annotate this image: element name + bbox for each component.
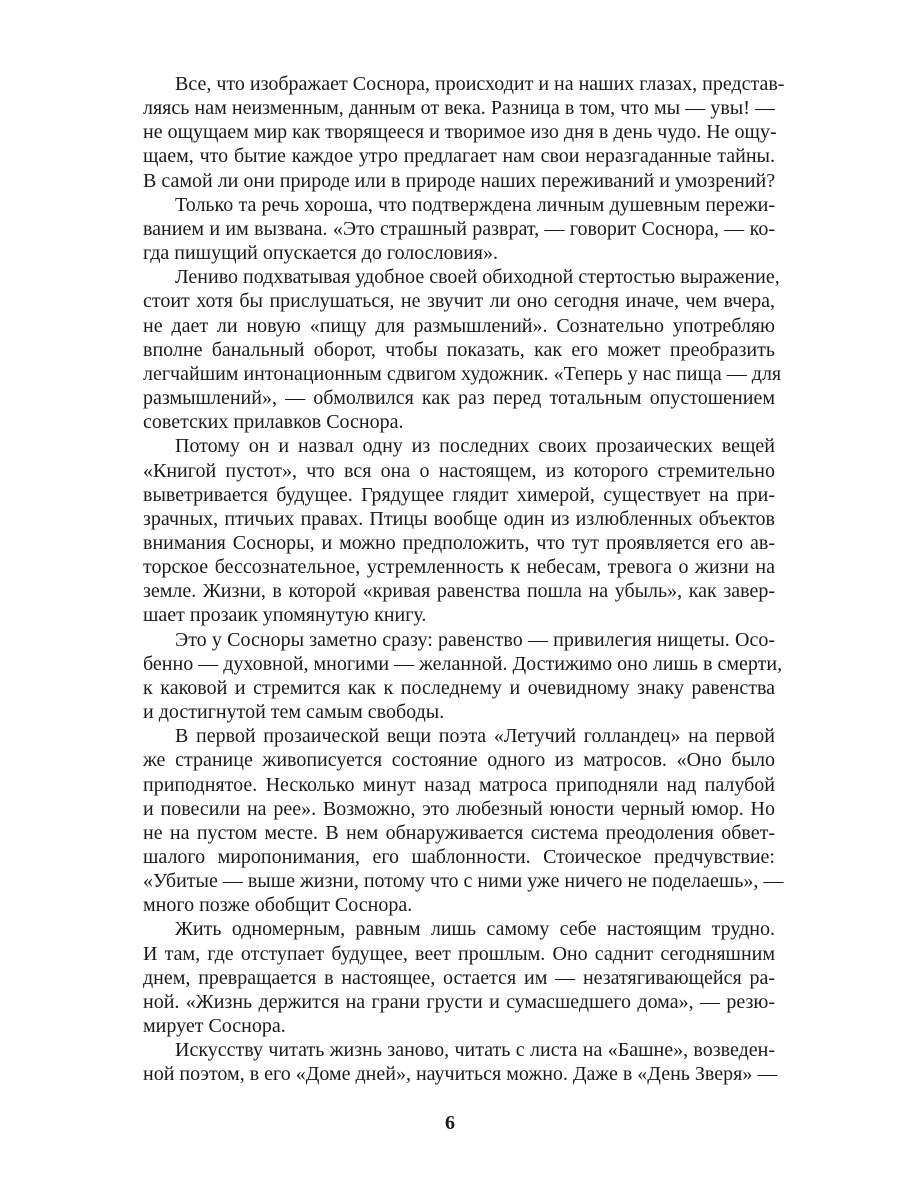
text-line: шает прозаик упомянутую книгу. bbox=[143, 604, 427, 627]
text-line: щаем, что бытие каждое утро предлагает нам свои неразгаданные тайны. bbox=[143, 145, 775, 168]
text-line: «Книгой пустот», что вся она о настоящем, из которого стремительно bbox=[143, 459, 775, 482]
text-line: ванием и им вызвана. «Это страшный разврат, — говорит Соснора, — ко- bbox=[143, 217, 775, 240]
text-line: легчайшим интонационным сдвигом художник. «Теперь у нас пища — для bbox=[143, 362, 782, 385]
text-line: ной поэтом, в его «Доме дней», научиться можно. Даже в «День Зверя» — bbox=[143, 1063, 778, 1086]
body-text bbox=[143, 72, 785, 1087]
text-line: стоит хотя бы прислушаться, не звучит ли оно сегодня иначе, чем вчера, bbox=[143, 290, 775, 313]
text-line: зрачных, птичьих правах. Птицы вообще один из излюбленных объектов bbox=[143, 507, 775, 530]
paragraph bbox=[143, 434, 775, 627]
text-line: шалого миропонимания, его шаблонности. Стоическое предчувствие: bbox=[143, 846, 775, 868]
text-line: вполне банальный оборот, чтобы показать, как его может преобразить bbox=[143, 338, 775, 361]
paragraph bbox=[143, 72, 785, 193]
text-line: Все, что изображает Соснора, происходит и на наших глазах, представ- bbox=[175, 73, 785, 95]
paragraph bbox=[143, 1038, 778, 1086]
text-line: гда пишущий опускается до голословия». bbox=[143, 242, 498, 265]
text-line: торское бессознательное, устремленность к небесам, тревога о жизни на bbox=[143, 556, 775, 579]
text-line: ляясь нам неизменным, данным от века. Разница в том, что мы — увы! — bbox=[143, 97, 775, 120]
text-line: выветривается будущее. Грядущее глядит химерой, существует на при- bbox=[143, 483, 775, 506]
text-line: внимания Сосноры, и можно предположить, что тут проявляется его ав- bbox=[143, 531, 775, 554]
text-line: В первой прозаической вещи поэта «Летучий голландец» на первой bbox=[175, 725, 775, 748]
text-line: Лениво подхватывая удобное своей обиходной стертостью выражение, bbox=[175, 266, 780, 289]
text-line: земле. Жизни, в которой «кривая равенства пошла на убыль», как завер- bbox=[143, 580, 775, 603]
text-line: мирует Соснора. bbox=[143, 1015, 286, 1038]
text-line: И там, где отступает будущее, веет прошлым. Оно саднит сегодняшним bbox=[143, 942, 775, 965]
text-line: к каковой и стремится как к последнему и очевидному знаку равенства bbox=[143, 676, 775, 699]
text-line: Жить одномерным, равным лишь самому себе настоящим трудно. bbox=[175, 918, 775, 941]
text-line: советских прилавков Соснора. bbox=[143, 411, 404, 434]
text-line: не дает ли новую «пищу для размышлений». Сознательно употребляю bbox=[143, 314, 775, 337]
paragraph bbox=[143, 628, 783, 725]
text-line: же странице живописуется состояние одного из матросов. «Оно было bbox=[143, 749, 775, 772]
text-line: Это у Сосноры заметно сразу: равенство — привилегия нищеты. Осо- bbox=[175, 628, 775, 651]
text-line: ной. «Жизнь держится на грани грусти и сумасшедшего дома», — резю- bbox=[143, 990, 775, 1013]
text-line: днем, превращается в настоящее, остается им — незатягивающейся ра- bbox=[143, 966, 775, 989]
text-line: бенно — духовной, многими — желанной. Достижимо оно лишь в смерти, bbox=[143, 652, 783, 675]
paragraph bbox=[143, 724, 784, 917]
page-number: 6 bbox=[445, 1112, 455, 1134]
text-line: приподнятое. Несколько минут назад матроса приподняли над палубой bbox=[143, 773, 775, 796]
paragraph bbox=[143, 917, 775, 1038]
text-line: В самой ли они природе или в природе наших переживаний и умозрений? bbox=[143, 169, 776, 192]
text-line: не ощущаем мир как творящееся и творимое изо дня в день чудо. Не ощу- bbox=[143, 121, 777, 144]
text-line: Потому он и назвал одну из последних своих прозаических вещей bbox=[175, 435, 775, 458]
text-line: Искусству читать жизнь заново, читать с листа на «Башне», возведен- bbox=[175, 1039, 775, 1062]
paragraph bbox=[143, 193, 775, 265]
text-line: много позже обобщит Соснора. bbox=[143, 894, 413, 917]
text-line: и повесили на рее». Возможно, это любезный юности черный юмор. Но bbox=[143, 797, 775, 820]
text-line: «Убитые — выше жизни, потому что с ними уже ничего не поделаешь», — bbox=[143, 870, 784, 893]
text-line: размышлений», — обмолвился как раз перед тотальным опустошением bbox=[143, 387, 775, 410]
text-line: не на пустом месте. В нем обнаруживается система преодоления обвет- bbox=[143, 821, 775, 844]
text-line: Только та речь хороша, что подтверждена личным душевным пережи- bbox=[175, 193, 775, 216]
text-line: и достигнутой тем самым свободы. bbox=[143, 701, 445, 724]
paragraph bbox=[143, 265, 782, 434]
